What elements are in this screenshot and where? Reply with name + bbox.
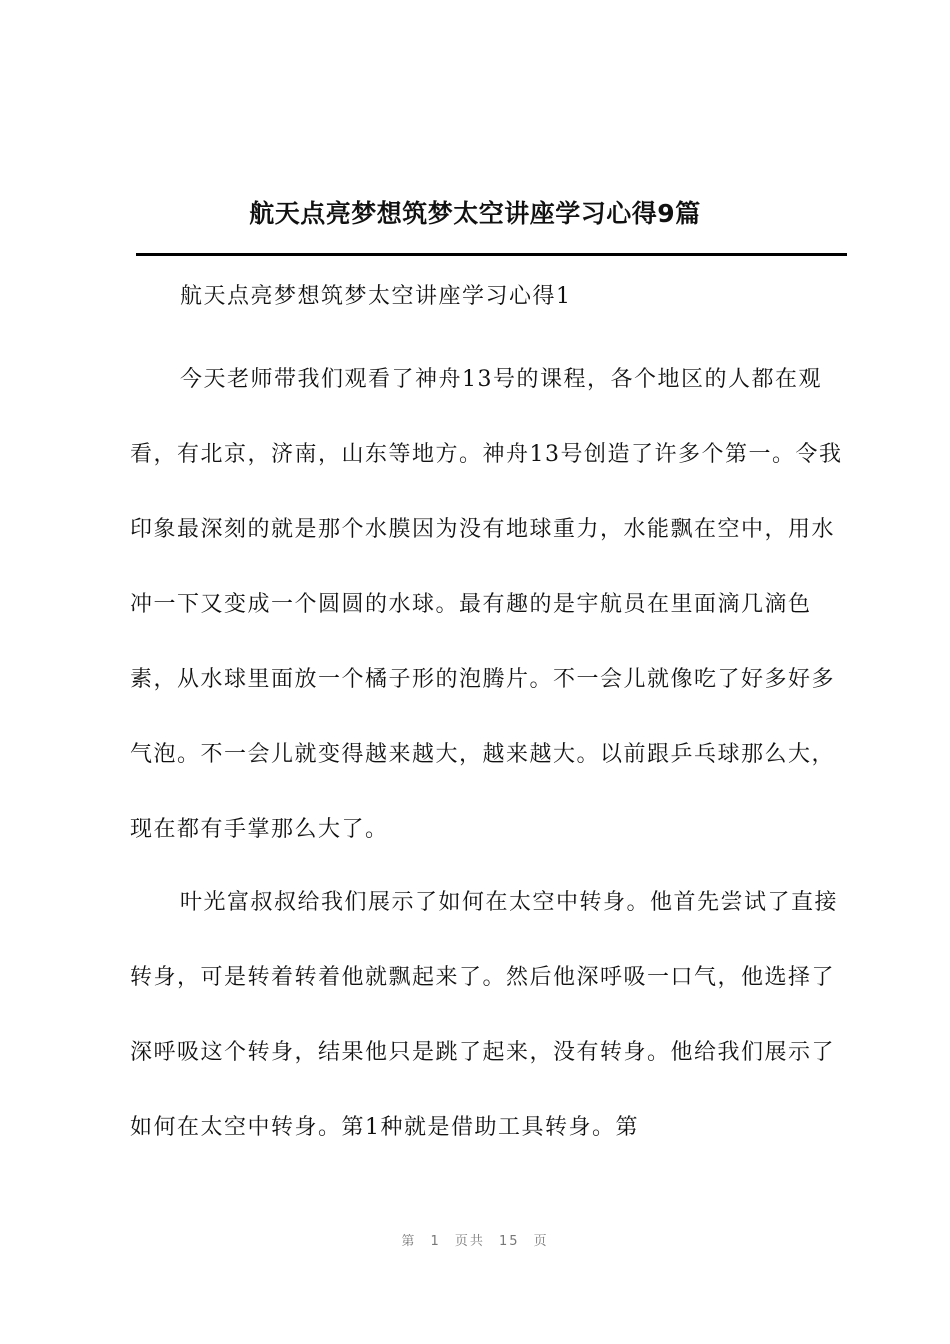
title-divider <box>136 253 847 256</box>
paragraph-1: 今天老师带我们观看了神舟13号的课程，各个地区的人都在观看，有北京，济南，山东等地方。神舟13号创造了许多个第一。令我印象最深刻的就是那个水膜因为没有地球重力，水能飘在空中，用水冲一下又变成一个圆圆的水球。最有趣的是宇航员在里面滴几滴色素，从水球里面放一个橘子形的泡腾片。不一会儿就像吃了好多好多气泡。不一会儿就变得越来越大，越来越大。以前跟乒乓球那么大，现在都有手掌那么大了。 <box>130 367 843 842</box>
paragraph-2: 叶光富叔叔给我们展示了如何在太空中转身。他首先尝试了直接转身，可是转着转着他就飘起来了。然后他深呼吸一口气，他选择了深呼吸这个转身，结果他只是跳了起来，没有转身。他给我们展示了如何在太空中转身。第1种就是借助工具转身。第 <box>130 890 839 1140</box>
document-title: 航天点亮梦想筑梦太空讲座学习心得9篇 <box>249 199 701 228</box>
page-number-footer: 第 1 页共 15 页 <box>401 1234 549 1249</box>
section-heading: 航天点亮梦想筑梦太空讲座学习心得1 <box>180 284 572 309</box>
document-body <box>130 278 844 1165</box>
